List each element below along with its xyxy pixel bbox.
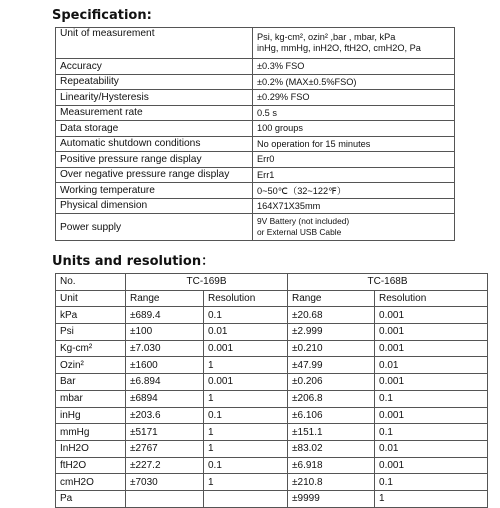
spec-value: 100 groups (253, 121, 455, 137)
range-b-cell: ±20.68 (288, 307, 375, 324)
resolution-a-cell: 0.1 (204, 407, 288, 424)
units-model-row (56, 274, 488, 291)
spec-value-line: inHg, mmHg, inH2O, ftH2O, cmH2O, Pa (257, 43, 421, 53)
spec-value-line: 9V Battery (not included) (257, 216, 350, 226)
resolution-b-cell: 0.01 (375, 440, 488, 457)
resolution-b-cell: 0.001 (375, 374, 488, 391)
resolution-b-cell: 0.001 (375, 457, 488, 474)
range-a-cell: ±100 (126, 324, 204, 341)
resolution-b-cell: 0.1 (375, 474, 488, 491)
spec-row (56, 59, 455, 75)
spec-value: Err0 (253, 152, 455, 168)
spec-label: Positive pressure range display (56, 152, 253, 168)
spec-label: Power supply (56, 214, 253, 241)
spec-label: Accuracy (56, 59, 253, 75)
units-row (56, 307, 488, 324)
range-b-cell: ±0.210 (288, 340, 375, 357)
range-a-cell: ±5171 (126, 424, 204, 441)
resolution-a-cell: 0.1 (204, 307, 288, 324)
units-row (56, 407, 488, 424)
spec-label: Measurement rate (56, 105, 253, 121)
range-a-cell: ±7030 (126, 474, 204, 491)
unit-cell: cmH2O (56, 474, 126, 491)
spec-label: Repeatability (56, 74, 253, 90)
spec-row (56, 74, 455, 90)
range-b-cell: ±210.8 (288, 474, 375, 491)
spec-value: Err1 (253, 167, 455, 183)
spec-label: Automatic shutdown conditions (56, 136, 253, 152)
spec-value: ±0.3% FSO (253, 59, 455, 75)
resolution-b-cell: 0.1 (375, 390, 488, 407)
spec-row (56, 136, 455, 152)
range-b-header-cell: Range (288, 290, 375, 307)
spec-value-line: Psi, kg-cm², ozin² ,bar , mbar, kPa (257, 32, 396, 42)
range-b-cell: ±47.99 (288, 357, 375, 374)
spec-row (56, 214, 455, 241)
spec-value (253, 214, 455, 241)
resolution-a-cell: 1 (204, 390, 288, 407)
spec-row (56, 105, 455, 121)
resolution-a-cell: 0.01 (204, 324, 288, 341)
spec-label: Physical dimension (56, 198, 253, 214)
resolution-a-cell: 1 (204, 474, 288, 491)
resolution-b-cell: 0.01 (375, 357, 488, 374)
range-a-cell: ±2767 (126, 440, 204, 457)
range-a-cell: ±227.2 (126, 457, 204, 474)
spec-value: 164X71X35mm (253, 198, 455, 214)
spec-value: 0~50℃（32~122℉） (253, 183, 455, 199)
resolution-b-cell: 1 (375, 490, 488, 507)
resolution-a-cell: 0.001 (204, 374, 288, 391)
range-a-cell: ±6.894 (126, 374, 204, 391)
units-row (56, 357, 488, 374)
spec-value: ±0.29% FSO (253, 90, 455, 106)
range-b-cell: ±6.918 (288, 457, 375, 474)
units-row (56, 457, 488, 474)
spec-row (56, 167, 455, 183)
resolution-b-cell: 0.001 (375, 340, 488, 357)
spec-value-line: or External USB Cable (257, 227, 342, 237)
range-b-cell: ±0.206 (288, 374, 375, 391)
units-row (56, 424, 488, 441)
range-a-cell: ±203.6 (126, 407, 204, 424)
range-b-cell: ±83.02 (288, 440, 375, 457)
resolution-a-header-cell: Resolution (204, 290, 288, 307)
spec-label: Data storage (56, 121, 253, 137)
unit-header-cell: Unit (56, 290, 126, 307)
unit-cell: Bar (56, 374, 126, 391)
unit-cell: inHg (56, 407, 126, 424)
range-a-header-cell: Range (126, 290, 204, 307)
spec-value: ±0.2% (MAX±0.5%FSO) (253, 74, 455, 90)
unit-cell: Psi (56, 324, 126, 341)
units-row (56, 440, 488, 457)
units-resolution-table (55, 273, 488, 508)
resolution-a-cell: 0.001 (204, 340, 288, 357)
unit-cell: mmHg (56, 424, 126, 441)
spec-row (56, 198, 455, 214)
range-b-cell: ±6.106 (288, 407, 375, 424)
range-b-cell: ±206.8 (288, 390, 375, 407)
resolution-a-cell: 1 (204, 357, 288, 374)
unit-cell: Pa (56, 490, 126, 507)
range-a-cell (126, 490, 204, 507)
resolution-b-header-cell: Resolution (375, 290, 488, 307)
unit-cell: Ozin² (56, 357, 126, 374)
unit-cell: Kg-cm² (56, 340, 126, 357)
resolution-a-cell: 1 (204, 424, 288, 441)
units-row (56, 474, 488, 491)
resolution-b-cell: 0.001 (375, 307, 488, 324)
spec-row (56, 90, 455, 106)
range-a-cell: ±6894 (126, 390, 204, 407)
specification-table (55, 27, 455, 241)
spec-value: 0.5 s (253, 105, 455, 121)
resolution-a-cell: 0.1 (204, 457, 288, 474)
resolution-b-cell: 0.001 (375, 324, 488, 341)
resolution-a-cell: 1 (204, 440, 288, 457)
range-b-cell: ±2.999 (288, 324, 375, 341)
units-row (56, 390, 488, 407)
no-header-cell: No. (56, 274, 126, 291)
units-column-header-row (56, 290, 488, 307)
units-row (56, 374, 488, 391)
range-a-cell: ±689.4 (126, 307, 204, 324)
spec-label: Linearity/Hysteresis (56, 90, 253, 106)
spec-heading: Specification: (52, 8, 152, 23)
range-b-cell: ±151.1 (288, 424, 375, 441)
units-row (56, 490, 488, 507)
spec-label: Unit of measurement (56, 28, 253, 59)
resolution-b-cell: 0.1 (375, 424, 488, 441)
model-a-header: TC-169B (126, 274, 288, 291)
range-b-cell: ±9999 (288, 490, 375, 507)
spec-row (56, 152, 455, 168)
range-a-cell: ±7.030 (126, 340, 204, 357)
resolution-b-cell: 0.001 (375, 407, 488, 424)
spec-label: Over negative pressure range display (56, 167, 253, 183)
resolution-a-cell (204, 490, 288, 507)
units-row (56, 340, 488, 357)
range-a-cell: ±1600 (126, 357, 204, 374)
spec-row (56, 183, 455, 199)
unit-cell: ftH2O (56, 457, 126, 474)
spec-value (253, 28, 455, 59)
spec-label: Working temperature (56, 183, 253, 199)
unit-cell: mbar (56, 390, 126, 407)
units-row (56, 324, 488, 341)
model-b-header: TC-168B (288, 274, 488, 291)
spec-row (56, 28, 455, 59)
unit-cell: InH2O (56, 440, 126, 457)
spec-row (56, 121, 455, 137)
spec-value: No operation for 15 minutes (253, 136, 455, 152)
unit-cell: kPa (56, 307, 126, 324)
units-heading: Units and resolution： (52, 254, 215, 269)
